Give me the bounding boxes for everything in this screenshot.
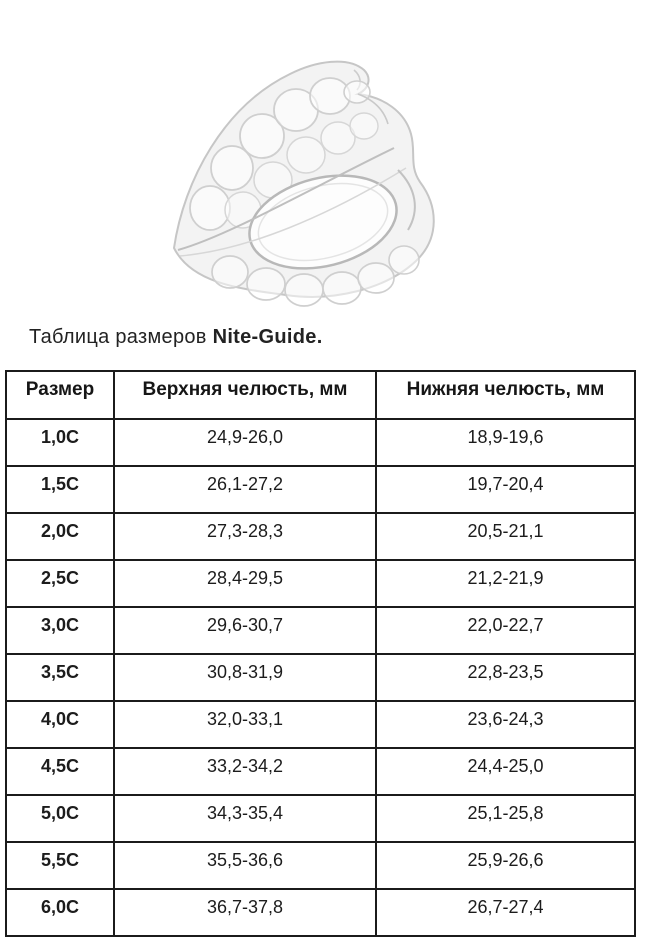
cell-upper: 36,7-37,8: [114, 889, 376, 936]
cell-upper: 24,9-26,0: [114, 419, 376, 466]
mouthguard-image: [158, 40, 470, 315]
cell-size: 4,0C: [6, 701, 114, 748]
table-row: [6, 889, 635, 936]
product-photo-nite-guide: [158, 40, 470, 315]
cell-upper: 33,2-34,2: [114, 748, 376, 795]
cell-size: 1,5C: [6, 466, 114, 513]
header-upper-jaw: Верхняя челюсть, мм: [114, 371, 376, 419]
size-table: [5, 370, 636, 937]
cell-size: 3,0C: [6, 607, 114, 654]
cell-size: 3,5C: [6, 654, 114, 701]
cell-size: 5,0C: [6, 795, 114, 842]
table-row: [6, 842, 635, 889]
cell-upper: 30,8-31,9: [114, 654, 376, 701]
table-row: [6, 607, 635, 654]
cell-upper: 26,1-27,2: [114, 466, 376, 513]
cell-lower: 24,4-25,0: [376, 748, 635, 795]
cell-size: 2,0C: [6, 513, 114, 560]
cell-lower: 25,1-25,8: [376, 795, 635, 842]
cell-upper: 28,4-29,5: [114, 560, 376, 607]
cell-size: 2,5C: [6, 560, 114, 607]
cell-lower: 23,6-24,3: [376, 701, 635, 748]
cell-lower: 22,8-23,5: [376, 654, 635, 701]
brand-name: Nite-Guide.: [212, 326, 323, 348]
cell-lower: 19,7-20,4: [376, 466, 635, 513]
table-header-row: [6, 371, 635, 419]
cell-size: 6,0C: [6, 889, 114, 936]
cell-lower: 25,9-26,6: [376, 842, 635, 889]
header-lower-jaw: Нижняя челюсть, мм: [376, 371, 635, 419]
table-row: [6, 513, 635, 560]
table-row: [6, 466, 635, 513]
table-row: [6, 654, 635, 701]
table-row: [6, 560, 635, 607]
cell-upper: 32,0-33,1: [114, 701, 376, 748]
cell-size: 4,5C: [6, 748, 114, 795]
cell-lower: 21,2-21,9: [376, 560, 635, 607]
cell-upper: 29,6-30,7: [114, 607, 376, 654]
header-size: Размер: [6, 371, 114, 419]
table-row: [6, 795, 635, 842]
table-row: [6, 419, 635, 466]
cell-upper: 34,3-35,4: [114, 795, 376, 842]
size-table-title: [29, 326, 323, 349]
cell-lower: 26,7-27,4: [376, 889, 635, 936]
cell-size: 5,5C: [6, 842, 114, 889]
table-row: [6, 748, 635, 795]
cell-upper: 27,3-28,3: [114, 513, 376, 560]
cell-upper: 35,5-36,6: [114, 842, 376, 889]
cell-lower: 22,0-22,7: [376, 607, 635, 654]
cell-size: 1,0C: [6, 419, 114, 466]
size-table-title-text: Таблица размеров: [29, 326, 213, 348]
cell-lower: 18,9-19,6: [376, 419, 635, 466]
mouthguard-illustration: [174, 62, 434, 306]
cell-lower: 20,5-21,1: [376, 513, 635, 560]
table-row: [6, 701, 635, 748]
